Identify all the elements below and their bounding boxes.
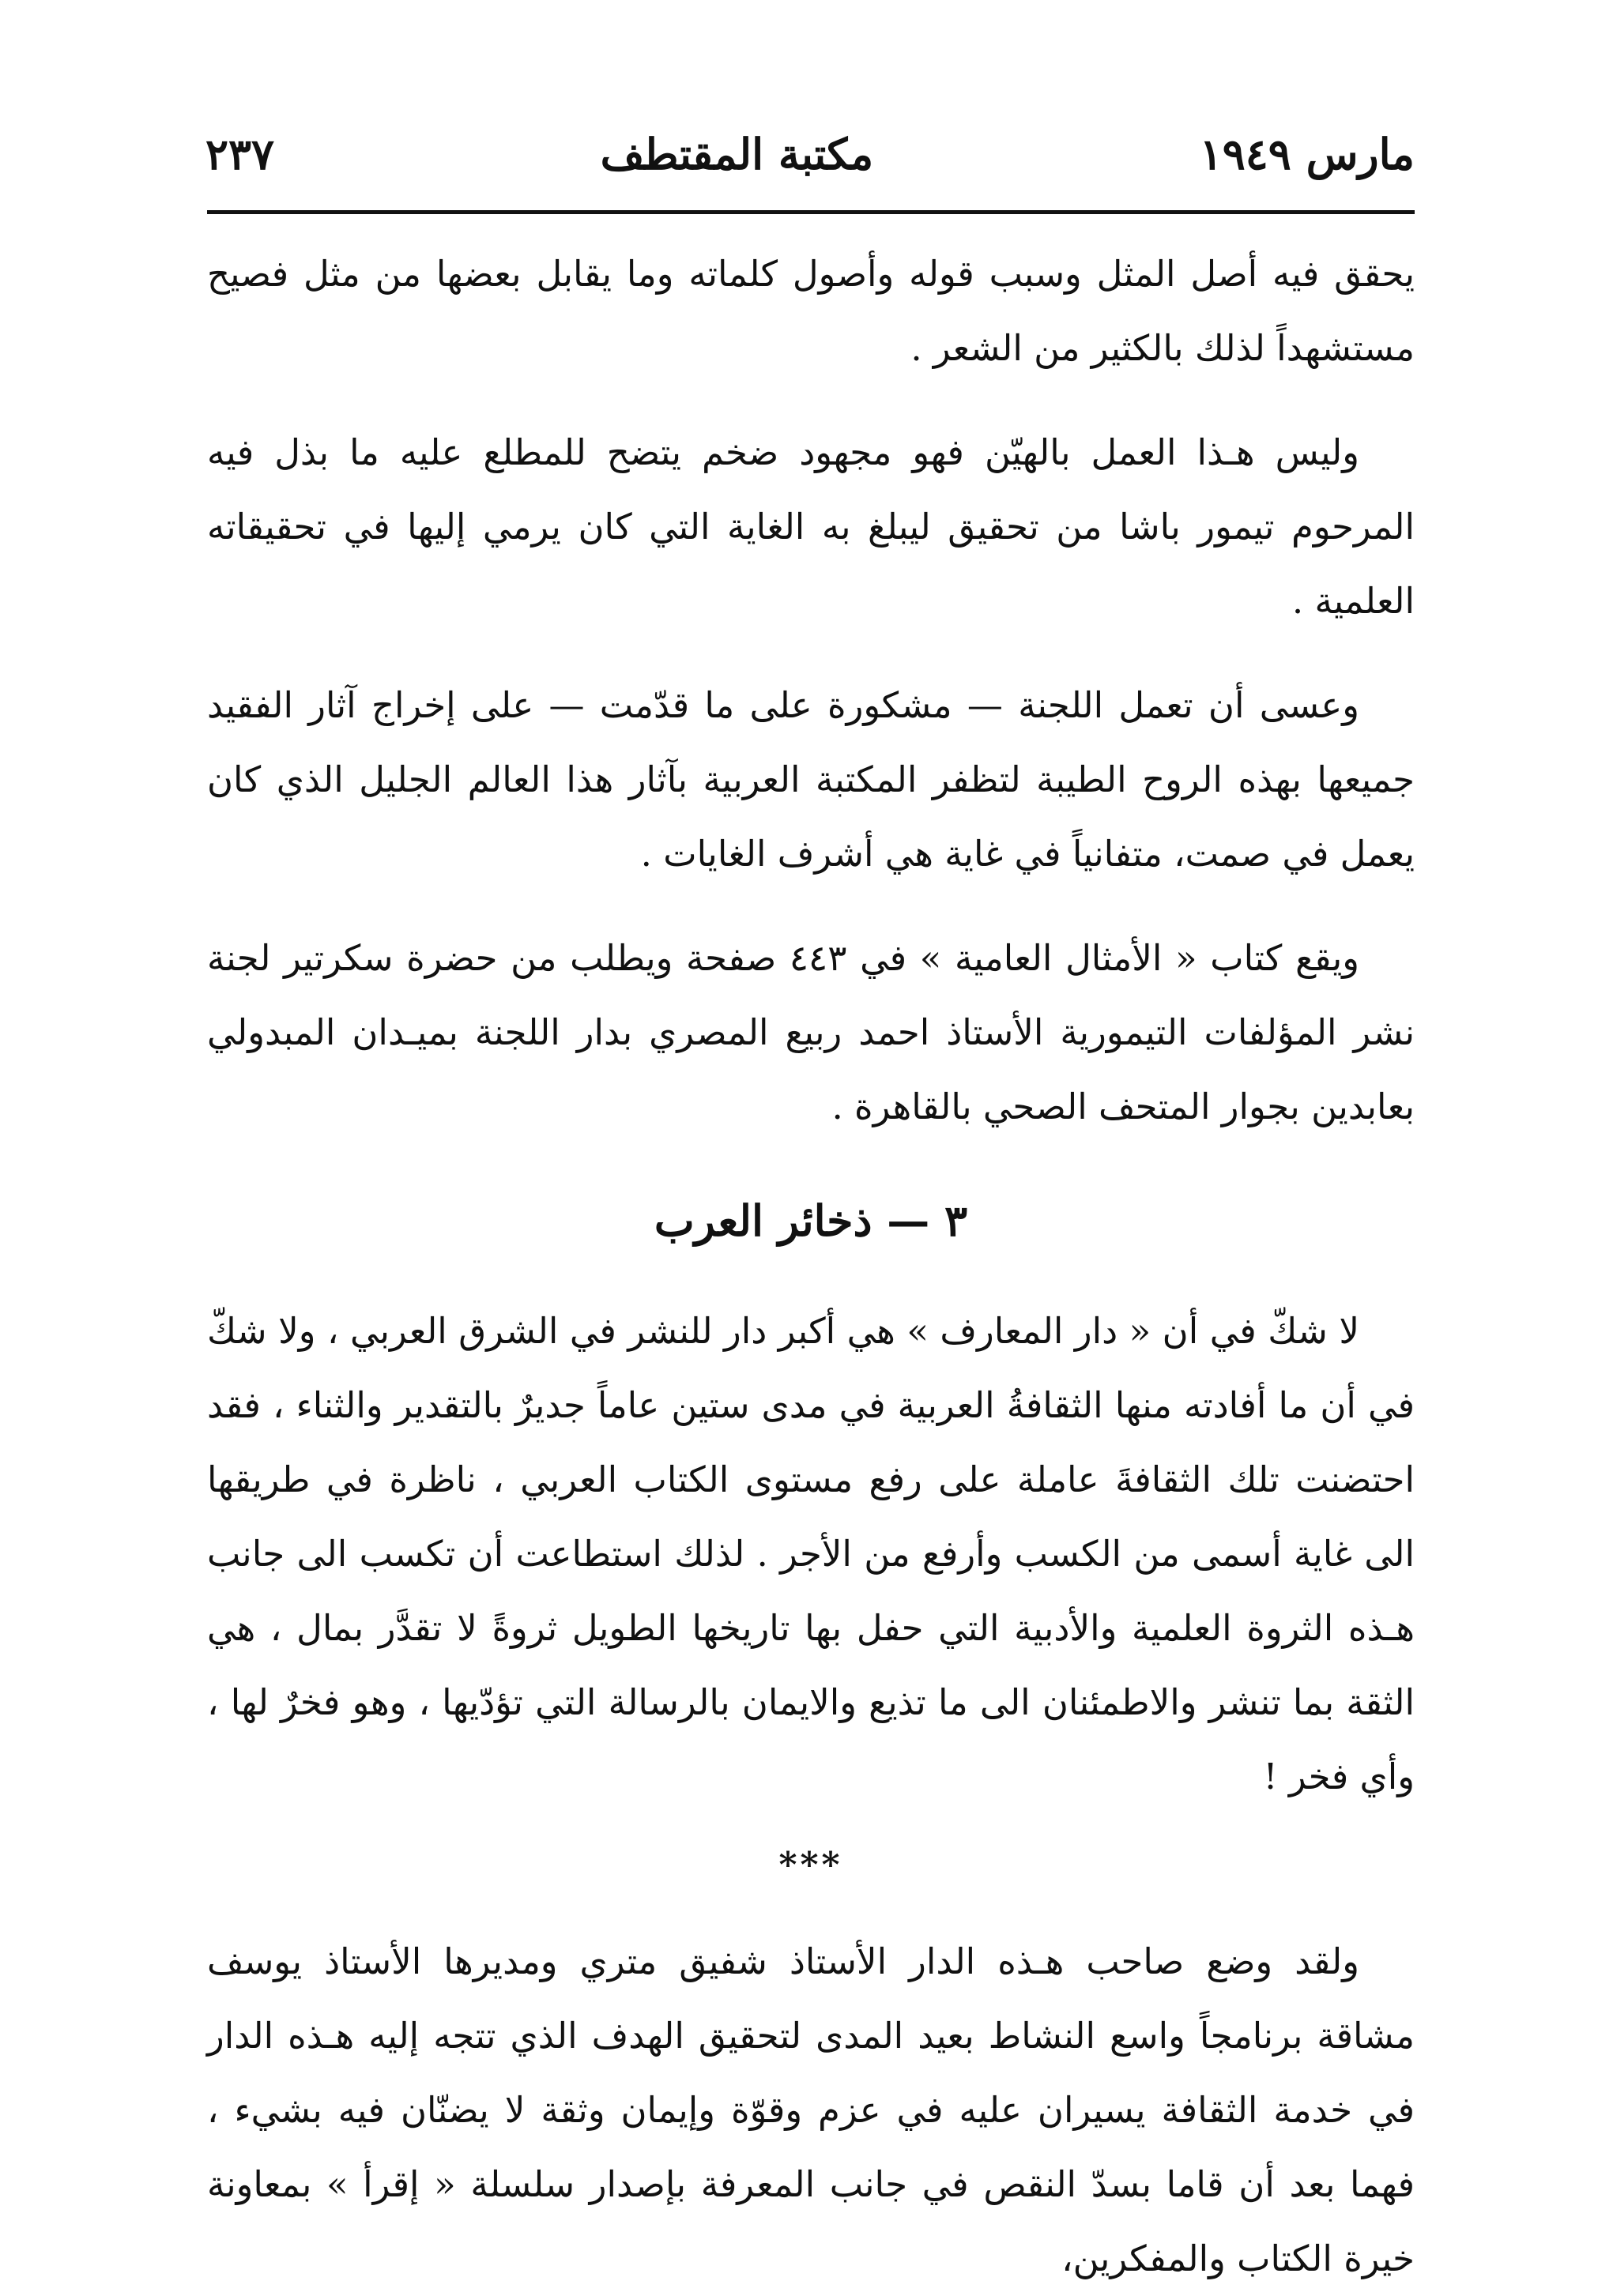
paragraph-4: ويقع كتاب « الأمثال العامية » في ٤٤٣ صفحة ويطلب من حضرة سكرتير لجنة نشر المؤلفات التيمورية الأستاذ احمد ربيع المصري بدار اللجنة بميـدان المبدولي بعابدين بجوار المتحف الصحي بالقاهرة . bbox=[207, 937, 1415, 1127]
running-header bbox=[205, 119, 1415, 190]
header-title: مكتبة المقتطف bbox=[600, 129, 874, 179]
paragraph-5: لا شكّ في أن « دار المعارف » هي أكبر دار للنشر في الشرق العربي ، ولا شكّ في أن ما أفادته منها الثقافةُ العربية في مدى ستين عاماً جديرٌ بالتقدير والثناء ، فقد احتضنت تلك الثقافةَ عاملة على رفع مستوى الكتاب العربي ، ناظرة في طريقها الى غاية أسمى من الكسب وأرفع من الأجر . لذلك استطاعت أن تكسب الى جانب هـذه الثروة العلمية والأدبية التي حفل بها تاريخها الطويل ثروةً لا تقدَّر بمال ، هي الثقة بما تنشر والاطمئنان الى ما تذيع والايمان بالرسالة التي تؤدّيها ، وهو فخرٌ لها ، وأي فخر ! bbox=[207, 1310, 1415, 1797]
paragraph-6: ولقد وضع صاحب هـذه الدار الأستاذ شفيق متري ومديرها الأستاذ يوسف مشاقة برنامجاً واسع النشاط بعيد المدى لتحقيق الهدف الذي تتجه إليه هـذه الدار في خدمة الثقافة يسيران عليه في عزم وقوّة وإيمان وثقة لا يضنّان فيه بشيء ، فهما بعد أن قاما بسدّ النقص في جانب المعرفة بإصدار سلسلة « إقرأ » بمعاونة خيرة الكتاب والمفكرين، bbox=[207, 1940, 1415, 2279]
section-separator: *** bbox=[778, 1845, 843, 1885]
header-rule bbox=[207, 210, 1415, 214]
page-number: ٢٣٧ bbox=[205, 129, 275, 179]
paragraph-2: وليس هـذا العمل بالهيّن فهو مجهود ضخم يتضح للمطلع عليه ما بذل فيه المرحوم تيمور باشا من تحقيق ليبلغ به الغاية التي كان يرمي إليها في تحقيقاته العلمية . bbox=[207, 431, 1415, 622]
body-text bbox=[207, 237, 1415, 2296]
paragraph-1: يحقق فيه أصل المثل وسبب قوله وأصول كلماته وما يقابل بعضها من مثل فصيح مستشهداً لذلك بالكثير من الشعر . bbox=[207, 253, 1415, 369]
paragraph-3: وعسى أن تعمل اللجنة — مشكورة على ما قدّمت — على إخراج آثار الفقيد جميعها بهذه الروح الطيبة لتظفر المكتبة العربية بآثار هذا العالم الجليل الذي كان يعمل في صمت، متفانياً في غاية هي أشرف الغايات . bbox=[207, 684, 1415, 875]
section-heading: ٣ — ذخائر العرب bbox=[654, 1195, 968, 1246]
header-date: مارس ١٩٤٩ bbox=[1199, 129, 1415, 179]
